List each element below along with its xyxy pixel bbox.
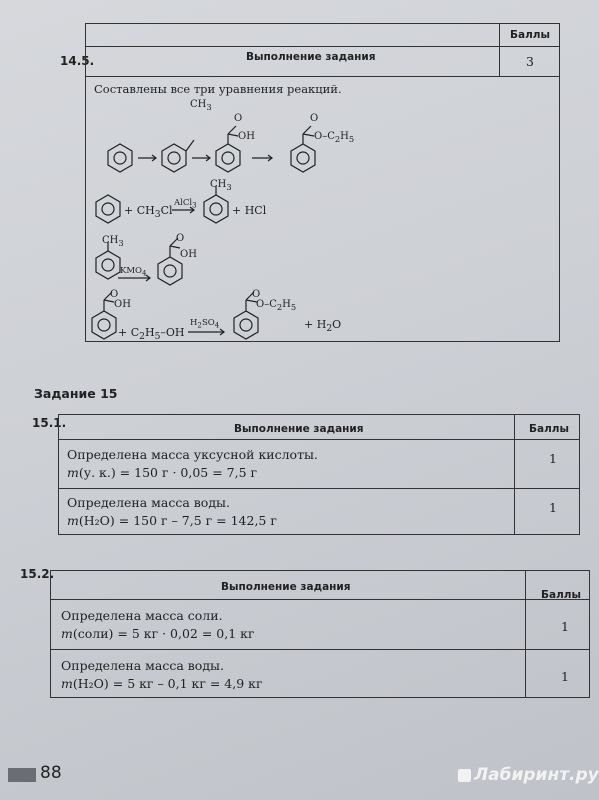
task-15-2-row1-line2: m(соли) = 5 кг · 0,02 = 0,1 кг [61, 626, 255, 641]
task-15-1-table [58, 414, 580, 535]
task-14-5-header: Выполнение задания [246, 51, 376, 63]
task-15-1-header: Выполнение задания [234, 423, 364, 435]
task-15-2-points-header: Баллы [541, 589, 581, 601]
task-15-1-row2-line1: Определена масса воды. [67, 495, 230, 510]
task-15-1-row2-line2: m(H₂O) = 150 г – 7,5 г = 142,5 г [67, 513, 277, 528]
ester-o-label: O [310, 113, 319, 124]
task-14-5-intro: Составлены все три уравнения реакций. [94, 82, 342, 96]
catalyst-h2so4: $H_2SO_4$ [190, 318, 220, 330]
task-14-5-number: 14.5. [60, 54, 95, 68]
ester-group-label: $O-C_2H_5$ [314, 131, 355, 144]
product-ch3-label: $CH_3$ [210, 179, 232, 192]
task-14-5-points-header: Баллы [510, 29, 550, 41]
task-15-2-row2-line2: m(H₂O) = 5 кг – 0,1 кг = 4,9 кг [61, 676, 263, 691]
page-number: 88 [40, 763, 62, 783]
task-15-1-row1-points: 1 [549, 451, 557, 466]
ester-group-label-2: $O-C_2H_5$ [256, 299, 297, 312]
task-15-2-number: 15.2. [20, 567, 55, 581]
acid-o-label-2: O [176, 233, 185, 244]
page-marker-bar [8, 768, 36, 782]
toluene-ch3-label-2: $CH_3$ [102, 235, 124, 248]
task-15-1-number: 15.1. [32, 416, 67, 430]
acid-oh-label-2: OH [180, 249, 197, 260]
task-15-2-row2-points: 1 [561, 669, 569, 684]
task-15-2-row1-line1: Определена масса соли. [61, 608, 223, 623]
product-hcl: + HCl [232, 204, 267, 217]
task-15-2-table [50, 570, 590, 698]
oxidant-kmno4: $KMO_4$ [120, 266, 147, 278]
task-14-5-table [85, 23, 560, 342]
task-14-5-points: 3 [526, 54, 534, 69]
acid-o-label: O [234, 113, 243, 124]
task-15-2-row1-points: 1 [561, 619, 569, 634]
task-15-2-row2-line1: Определена масса воды. [61, 658, 224, 673]
toluene-ch3-label: $CH_3$ [190, 99, 212, 112]
task-15-1-row2-points: 1 [549, 500, 557, 515]
watermark: Лабиринт.ру [474, 765, 599, 785]
acid-o-label-3: O [110, 289, 119, 300]
section-15-title: Задание 15 [34, 386, 118, 401]
acid-oh-label-3: OH [114, 299, 131, 310]
reagent-ch3cl: + $CH_3Cl$ [124, 204, 173, 221]
product-h2o: + $H_2O$ [304, 318, 342, 335]
task-15-2-header: Выполнение задания [221, 581, 351, 593]
watermark-logo-box [458, 769, 471, 782]
acid-oh-label: OH [238, 131, 255, 142]
reagent-ethanol: + $C_2H_5-OH$ [118, 326, 185, 343]
task-15-1-row1-line2: m(у. к.) = 150 г · 0,05 = 7,5 г [67, 465, 258, 480]
task-15-1-points-header: Баллы [529, 423, 569, 435]
task-15-1-row1-line1: Определена масса уксусной кислоты. [67, 447, 318, 462]
ester-o-label-2: O [252, 289, 261, 300]
catalyst-alcl3: AlCl$_3$ [174, 198, 197, 210]
